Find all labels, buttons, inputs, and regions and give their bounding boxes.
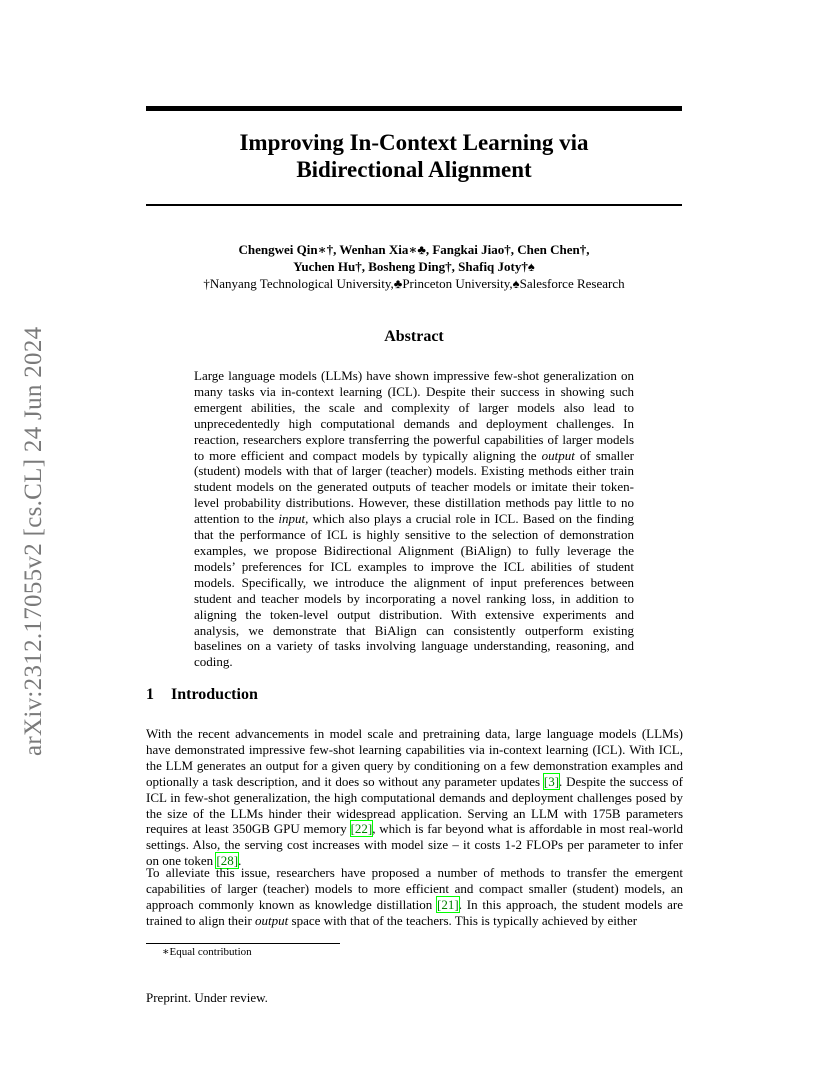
authors-line-1: Chengwei Qin∗†, Wenhan Xia∗♣, Fangkai Jiao†, Chen Chen†, bbox=[238, 242, 590, 257]
intro-paragraph-2 bbox=[146, 865, 683, 929]
p2-text-b: . In this approach, the student models are trained to align their bbox=[146, 896, 683, 928]
p1-text-b: . Despite the success of ICL in few-shot generalization, the high computational demands and deployment challenges posed by the size of the LLMs hinder their widespread application. Serving an LLM with 175B parameters requires at least 350GB GPU memory bbox=[146, 773, 683, 837]
section-heading-introduction bbox=[146, 686, 682, 704]
page-footer: Preprint. Under review. bbox=[146, 990, 268, 1005]
p1-text-d: . bbox=[238, 853, 242, 869]
p2-emphasis-output: output bbox=[255, 912, 289, 928]
footnote-rule bbox=[146, 943, 340, 944]
title-rule-bottom bbox=[146, 204, 682, 206]
abstract-text-1: Large language models (LLMs) have shown impressive few-shot generalization on many tasks via in-context learning (ICL). Despite their success in showing such emergent abilities, the scale and complexity of larger models also lead to unprecedentedly high computational demands and deployment challenges. In reaction, researchers explore transferring the powerful capabilities of larger models to more efficient and compact models by typically aligning the bbox=[194, 368, 634, 463]
p2-text-a: To alleviate this issue, researchers have proposed a number of methods to transfer the emergent capabilities of larger (teacher) models to more efficient and compact smaller (student) models, an approach commonly known as knowledge distillation bbox=[146, 865, 683, 912]
authors-line-2: Yuchen Hu†, Bosheng Ding†, Shafiq Joty†♠ bbox=[293, 259, 535, 274]
affiliations: †Nanyang Technological University,♣Princeton University,♠Salesforce Research bbox=[203, 276, 625, 291]
p1-text-a: With the recent advancements in model scale and pretraining data, large language models (LLMs) have demonstrated impressive few-shot learning capabilities via in-context learning (ICL). With ICL, the LLM generates an output for a given query by conditioning on a few demonstration examples and optionally a task description, and it does so without any parameter updates bbox=[146, 726, 683, 789]
p2-text-c: space with that of the teachers. This is typically achieved by either bbox=[288, 912, 638, 928]
p1-text-c: , which is far beyond what is affordable in most real-world settings. Also, the serving cost increases with model size – it costs 1-2 FLOPs per parameter to infer on one token bbox=[146, 821, 683, 869]
arxiv-identifier-stamp bbox=[20, 300, 52, 756]
paper-title bbox=[146, 129, 682, 183]
citation-link[interactable]: [3] bbox=[543, 773, 560, 789]
citation-link[interactable]: [21] bbox=[437, 896, 459, 912]
citation-link[interactable]: [28] bbox=[216, 853, 239, 869]
abstract-emphasis-input: input bbox=[278, 511, 306, 527]
citation-link[interactable]: [22] bbox=[350, 821, 373, 837]
abstract-emphasis-output: output bbox=[541, 447, 575, 463]
title-line-1: Improving In-Context Learning via bbox=[239, 130, 589, 155]
abstract-body bbox=[194, 368, 634, 670]
abstract-heading: Abstract bbox=[384, 328, 444, 345]
title-line-2: Bidirectional Alignment bbox=[296, 157, 532, 182]
intro-paragraph-1 bbox=[146, 726, 683, 869]
title-rule-top bbox=[146, 106, 682, 111]
section-number: 1 bbox=[146, 686, 154, 703]
abstract-text-2: of smaller (student) models with that of larger (teacher) models. Existing methods either train student models on the generated outputs of teacher models or imitate their token-level probability distributions. However, these distillation methods pay little to no attention to the bbox=[194, 447, 634, 527]
abstract-text-3: , which also plays a crucial role in ICL. Based on the finding that the performance of ICL is highly sensitive to the selection of demonstration examples, we propose Bidirectional Alignment (BiAlign) to fully leverage the models’ preferences for ICL examples to improve the ICL abilities of student models. Specifically, we introduce the alignment of input preferences between student and teacher models by incorporating a novel ranking loss, in addition to aligning the token-level output distribution. With extensive experiments and analysis, we demonstrate that BiAlign can consistently outperform existing baselines on a variety of tasks involving language understanding, reasoning, and coding. bbox=[194, 511, 634, 670]
section-title: Introduction bbox=[171, 686, 258, 703]
arxiv-identifier-text: arXiv:2312.17055v2 [cs.CL] 24 Jun 2024 bbox=[20, 326, 47, 756]
author-block bbox=[146, 241, 682, 292]
footnote: ∗Equal contribution bbox=[162, 946, 252, 958]
